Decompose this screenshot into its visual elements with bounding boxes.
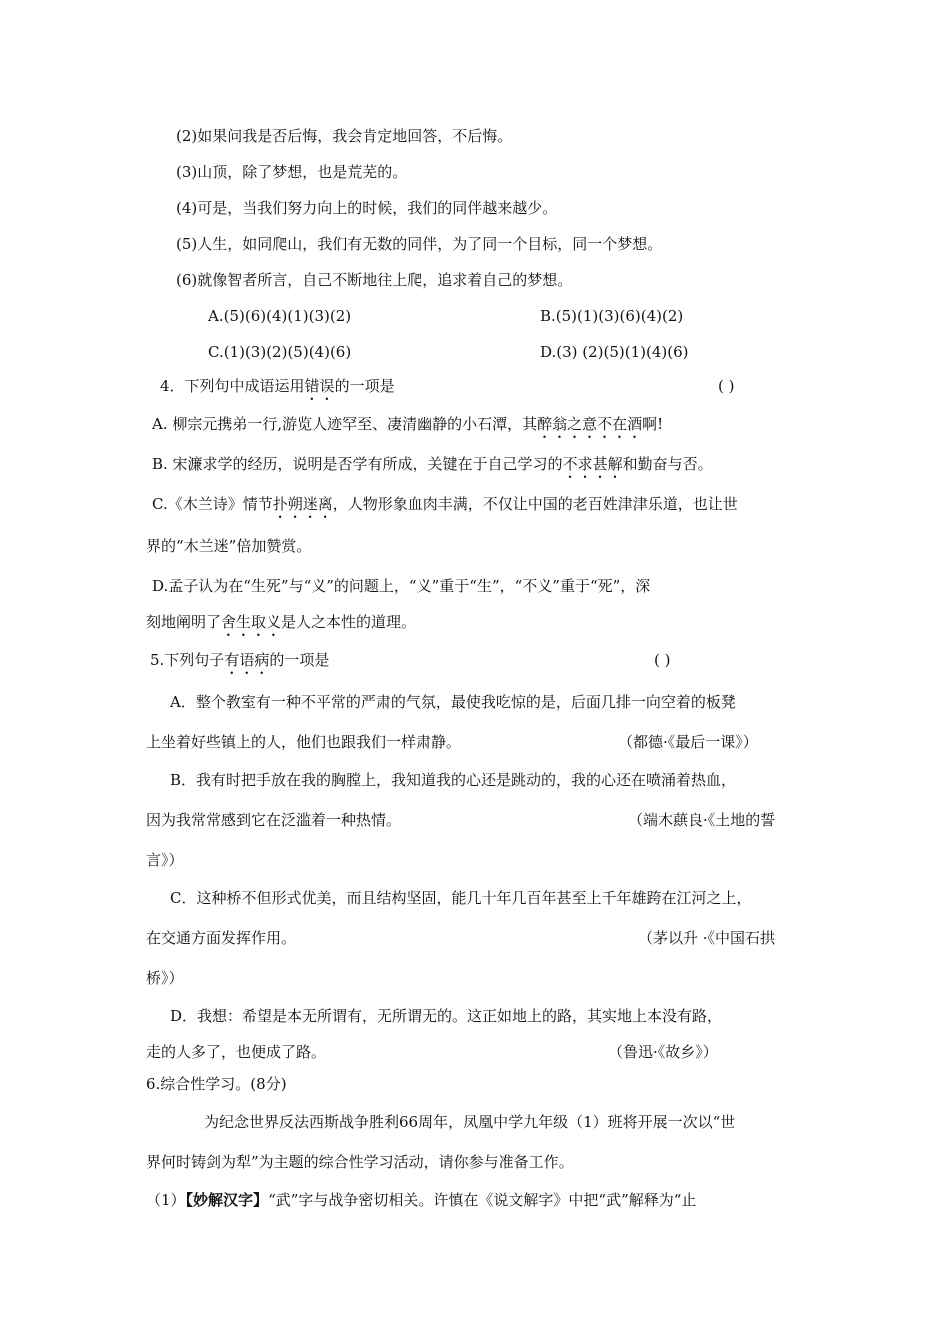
q5-option-b-line2: 因为我常常感到它在泛滥着一种热情。 <box>146 811 402 829</box>
q6-part-1-number: （1） <box>146 1191 186 1209</box>
q4-a-idiom: 醉翁之意不在酒 <box>537 415 643 433</box>
q4-d-text: 刻地阐明了 <box>146 613 222 631</box>
q5-stem <box>150 650 329 678</box>
q5-option-d: D．我想：希望是本无所谓有，无所谓无的。这正如地上的路，其实地上本没有路， <box>170 1007 723 1025</box>
q3-option-d: D.(3) (2)(5)(1)(4)(6) <box>540 343 689 361</box>
q4-option-a <box>152 414 663 442</box>
q6-title: 6.综合性学习。(8分) <box>146 1075 287 1093</box>
q3-sentence-5: (5)人生，如同爬山，我们有无数的同伴，为了同一个目标，同一个梦想。 <box>176 235 663 253</box>
q4-stem-emphasis: 错误 <box>304 377 335 395</box>
q6-part-1-heading: 【妙解汉字】 <box>185 1191 269 1209</box>
q4-option-d: D.孟子认为在“生死”与“义”的问题上，“义”重于“生”，“不义”重于“死”，深 <box>152 577 651 595</box>
q3-option-b: B.(5)(1)(3)(6)(4)(2) <box>540 307 684 325</box>
q3-sentence-4: (4)可是，当我们努力向上的时候，我们的同伴越来越少。 <box>176 199 558 217</box>
q5-stem-text: 5.下列句子 <box>150 651 225 669</box>
q3-option-c: C.(1)(3)(2)(5)(4)(6) <box>208 343 352 361</box>
q6-intro-line2: 界何时铸剑为犁”为主题的综合性学习活动，请你参与准备工作。 <box>146 1153 574 1171</box>
q5-option-a-line2: 上坐着好些镇上的人，他们也跟我们一样肃静。 <box>146 733 462 751</box>
q5-option-a: A．整个教室有一种不平常的严肃的气氛，最使我吃惊的是，后面几排一向空着的板凳 <box>170 693 736 711</box>
q3-sentence-3: (3)山顶，除了梦想，也是荒芜的。 <box>176 163 408 181</box>
q5-stem-text-end: 的一项是 <box>269 651 330 669</box>
q4-answer-paren: ( ) <box>718 377 735 395</box>
q5-option-c-line3: 桥》） <box>146 969 184 987</box>
q4-a-text: A. 柳宗元携弟一行,游览人迹罕至、凄清幽静的小石潭，其 <box>152 415 538 433</box>
q5-option-c: C．这种桥不但形式优美，而且结构坚固，能几十年几百年甚至上千年雄跨在江河之上， <box>170 889 752 907</box>
q5-option-a-source: （都德·《最后一课》） <box>618 733 758 751</box>
q5-stem-emphasis: 有语病 <box>224 651 270 669</box>
q4-option-c <box>152 494 738 522</box>
q4-b-idiom: 不求甚解 <box>562 455 623 473</box>
q6-intro: 为纪念世界反法西斯战争胜利66周年，凤凰中学九年级（1）班将开展一次以“世 <box>204 1113 736 1131</box>
q3-sentence-6: (6)就像智者所言，自己不断地往上爬，追求着自己的梦想。 <box>176 271 573 289</box>
q4-b-text: B. 宋濂求学的经历，说明是否学有所成，关键在于自己学习的 <box>152 455 563 473</box>
q4-option-c-line2: 界的“木兰迷”倍加赞赏。 <box>146 537 312 555</box>
q4-stem-text: 4．下列句中成语运用 <box>160 377 305 395</box>
q5-option-b-line3: 言》） <box>146 851 184 869</box>
q3-sentence-2: (2)如果问我是否后悔，我会肯定地回答，不后悔。 <box>176 127 513 145</box>
q4-option-d-line2 <box>146 612 416 640</box>
q4-d-text-end: 是人之本性的道理。 <box>281 613 417 631</box>
q6-part-1-text: “武”字与战争密切相关。许慎在《说文解字》中把“武”解释为“止 <box>268 1191 697 1209</box>
q5-answer-paren: ( ) <box>654 651 671 669</box>
q5-option-b: B．我有时把手放在我的胸膛上，我知道我的心还是跳动的，我的心还在喷涌着热血， <box>170 771 737 789</box>
q5-option-c-line2: 在交通方面发挥作用。 <box>146 929 297 947</box>
q4-c-idiom: 扑朔迷离 <box>272 495 333 513</box>
q5-option-d-source: （鲁迅·《故乡》） <box>608 1043 718 1061</box>
q4-stem-text-end: 的一项是 <box>334 377 395 395</box>
q4-a-text-end: 啊! <box>642 415 664 433</box>
q4-b-text-end: 和勤奋与否。 <box>622 455 713 473</box>
q5-option-c-source: （茅以升 ·《中国石拱 <box>638 929 776 947</box>
q3-option-a: A.(5)(6)(4)(1)(3)(2) <box>208 307 352 325</box>
q4-option-b <box>152 454 713 482</box>
q4-d-idiom: 舍生取义 <box>221 613 282 631</box>
q5-option-d-line2: 走的人多了，也便成了路。 <box>146 1043 327 1061</box>
q6-part-1 <box>146 1190 696 1210</box>
q4-stem <box>160 376 395 404</box>
q5-option-b-source: （端木蕻良·《土地的誓 <box>628 811 776 829</box>
q4-c-text-end: ，人物形象血肉丰满，不仅让中国的老百姓津津乐道，也让世 <box>332 495 738 513</box>
q4-c-text: C.《木兰诗》情节 <box>152 495 273 513</box>
